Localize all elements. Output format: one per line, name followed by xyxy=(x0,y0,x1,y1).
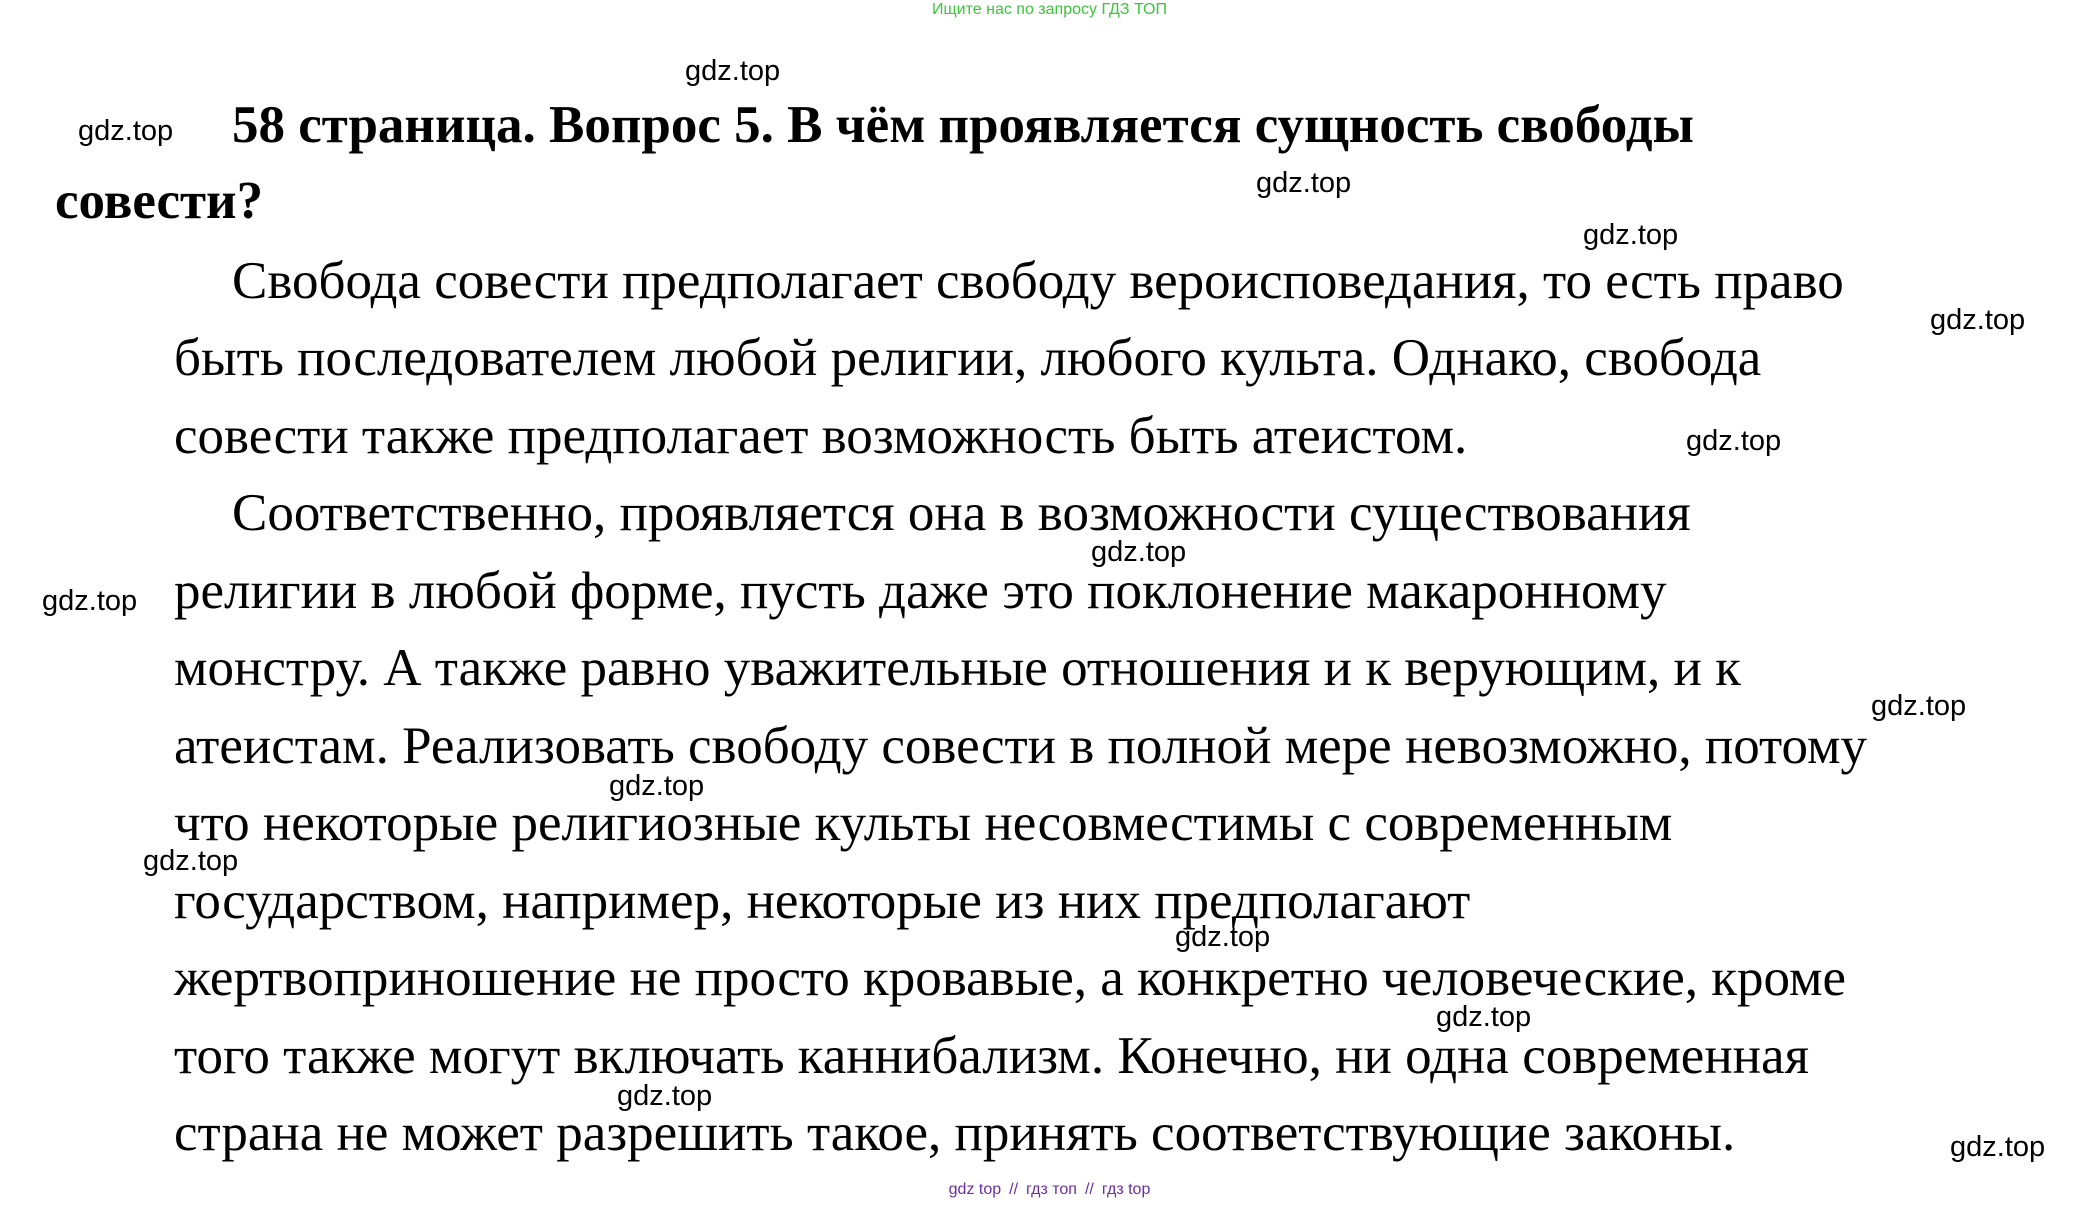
answer-line: жертвоприношение не просто кровавые, а конкретно человеческие, кроме xyxy=(174,949,1847,1007)
answer-line: Соответственно, проявляется она в возможности существования xyxy=(232,484,1691,542)
question-heading-cont: совести? xyxy=(55,172,264,230)
watermark: gdz.top xyxy=(1256,167,1352,199)
watermark: gdz.top xyxy=(1686,425,1782,457)
answer-line: что некоторые религиозные культы несовместимы с современным xyxy=(174,794,1673,852)
answer-line: совести также предполагает возможность быть атеистом. xyxy=(174,407,1468,465)
watermark: gdz.top xyxy=(609,770,705,802)
answer-line: Свобода совести предполагает свободу вероисповедания, то есть право xyxy=(232,252,1844,310)
watermark: gdz.top xyxy=(143,845,239,877)
question-heading: 58 страница. Вопрос 5. В чём проявляется сущность свободы xyxy=(232,96,1694,154)
watermark: gdz.top xyxy=(1583,219,1679,251)
watermark: gdz.top xyxy=(1175,921,1271,953)
watermark: gdz.top xyxy=(1436,1001,1532,1033)
watermark: gdz.top xyxy=(1950,1131,2046,1163)
footer-link[interactable]: гдз топ xyxy=(1026,1181,1077,1198)
footer-link[interactable]: gdz top xyxy=(948,1181,1002,1198)
watermark: gdz.top xyxy=(42,585,138,617)
footer-separator: // xyxy=(1009,1181,1019,1198)
watermark: gdz.top xyxy=(1930,304,2026,336)
watermark: gdz.top xyxy=(1871,690,1967,722)
answer-line: монстру. А также равно уважительные отношения и к верующим, и к xyxy=(174,639,1741,697)
watermark: gdz.top xyxy=(685,55,781,87)
answer-line: того также могут включать каннибализм. Конечно, ни одна современная xyxy=(174,1027,1809,1085)
watermark: gdz.top xyxy=(78,115,174,147)
footer-link[interactable]: гдз top xyxy=(1101,1181,1151,1198)
top-banner[interactable]: Ищите нас по запросу ГДЗ ТОП xyxy=(932,1,1167,18)
answer-line: страна не может разрешить такое, принять соответствующие законы. xyxy=(174,1104,1736,1162)
answer-line: государством, например, некоторые из них предполагают xyxy=(174,872,1471,930)
footer-links xyxy=(0,1180,2099,1200)
watermark: gdz.top xyxy=(1091,536,1187,568)
answer-line: атеистам. Реализовать свободу совести в полной мере невозможно, потому xyxy=(174,717,1868,775)
watermark: gdz.top xyxy=(617,1080,713,1112)
answer-line: быть последователем любой религии, любого культа. Однако, свобода xyxy=(174,329,1762,387)
answer-line: религии в любой форме, пусть даже это поклонение макаронному xyxy=(174,562,1667,620)
footer-separator: // xyxy=(1084,1181,1094,1198)
